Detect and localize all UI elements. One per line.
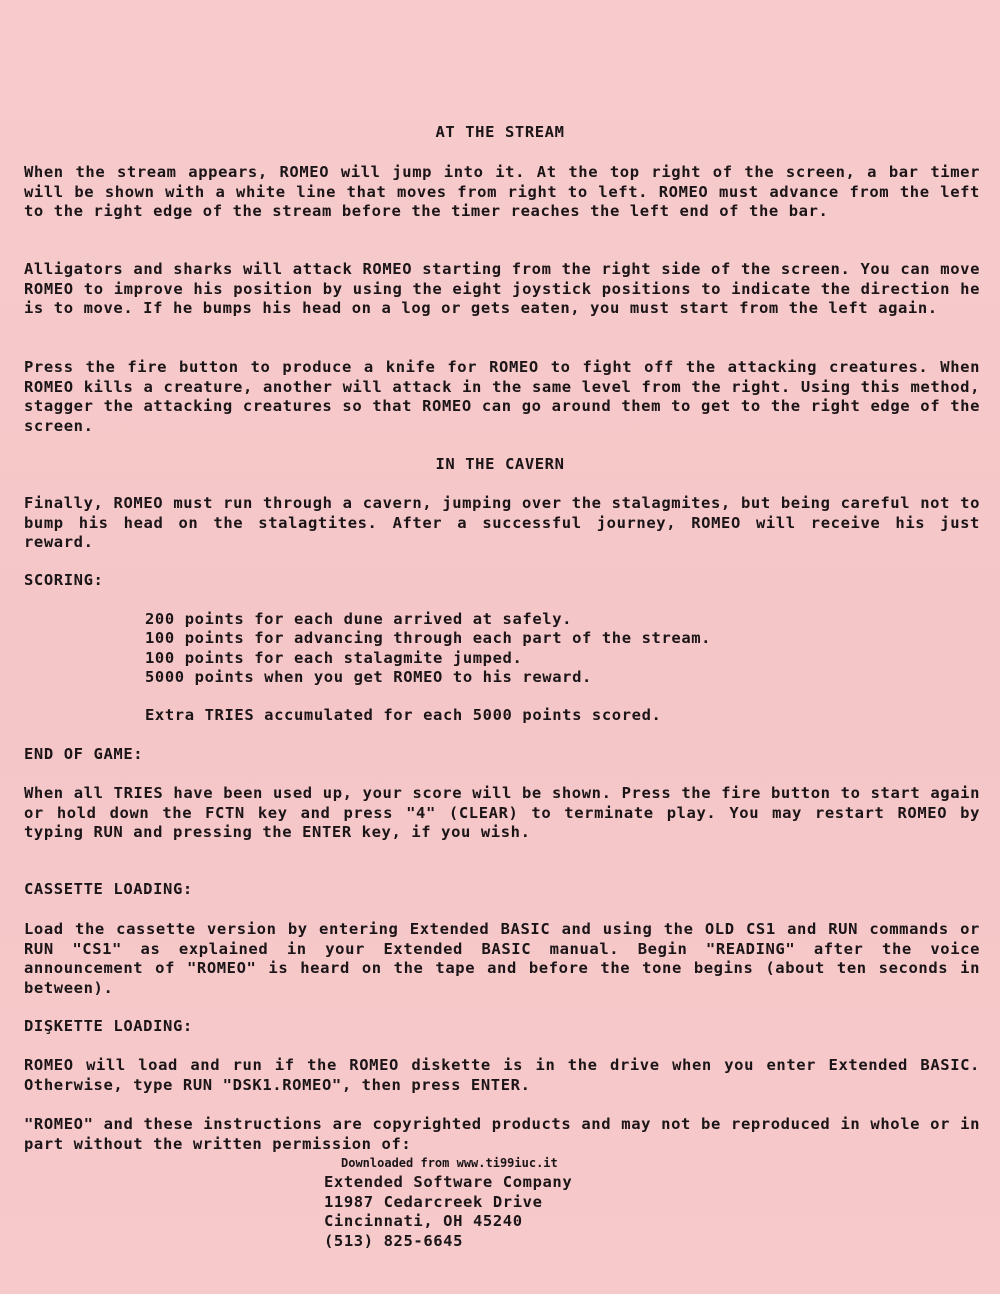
- section-heading-cavern: IN THE CAVERN: [435, 455, 565, 473]
- download-source-note: Downloaded from www.ti99iuc.it: [341, 1156, 558, 1170]
- company-address: [324, 1173, 572, 1251]
- scoring-item: 200 points for each dune arrived at safely.: [145, 610, 573, 628]
- company-city: Cincinnati, OH 45240: [324, 1212, 523, 1230]
- cassette-loading-paragraph: Load the cassette version by entering Extended BASIC and using the OLD CS1 and RUN commands or RUN "CS1" as explained in your Extended BASIC manual. Begin "READING" after the voice announcement of "ROMEO" is heard on the tape and before the tone begins (about ten seconds in between).: [24, 920, 980, 997]
- scoring-item: 5000 points when you get ROMEO to his reward.: [145, 667, 592, 686]
- section-heading-end-of-game: END OF GAME:: [24, 745, 144, 763]
- company-name: Extended Software Company: [324, 1173, 573, 1191]
- scoring-item: 100 points for advancing through each part of the stream.: [145, 629, 712, 648]
- copyright-paragraph: "ROMEO" and these instructions are copyrighted products and may not be reproduced in whole or in part without the written permission of:: [24, 1115, 980, 1153]
- stream-paragraph-3: Press the fire button to produce a knife for ROMEO to fight off the attacking creatures. When ROMEO kills a creature, another will attack in the same level from the right. Using this method, stagger the attacking creatures so that ROMEO can go around them to get to the right edge of the screen.: [24, 358, 980, 435]
- diskette-loading-paragraph: ROMEO will load and run if the ROMEO diskette is in the drive when you enter Extended BASIC. Otherwise, type RUN "DSK1.ROMEO", then press ENTER.: [24, 1056, 980, 1094]
- cavern-paragraph-1: Finally, ROMEO must run through a cavern, jumping over the stalagmites, but being careful not to bump his head on the stalagtites. After a successful journey, ROMEO will receive his just reward.: [24, 494, 980, 551]
- end-of-game-paragraph: When all TRIES have been used up, your score will be shown. Press the fire button to start again or hold down the FCTN key and press "4" (CLEAR) to terminate play. You may restart ROMEO by typing RUN and pressing the ENTER key, if you wish.: [24, 784, 980, 841]
- extra-tries-note: Extra TRIES accumulated for each 5000 points scored.: [145, 706, 662, 724]
- scoring-item: 100 points for each stalagmite jumped.: [145, 648, 523, 667]
- section-heading-diskette-loading: DIŞKETTE LOADING:: [24, 1017, 193, 1035]
- company-street: 11987 Cedarcreek Drive: [324, 1192, 543, 1211]
- stream-paragraph-2: Alligators and sharks will attack ROMEO starting from the right side of the screen. You can move ROMEO to improve his position by using the eight joystick positions to indicate the direction he is to move. If he bumps his head on a log or gets eaten, you must start from the left again.: [24, 260, 980, 317]
- stream-paragraph-1: When the stream appears, ROMEO will jump into it. At the top right of the screen, a bar timer will be shown with a white line that moves from right to left. ROMEO must advance from the left to the right edge of the stream before the timer reaches the left end of the bar.: [24, 163, 980, 220]
- scoring-list: [145, 610, 711, 687]
- section-heading-scoring: SCORING:: [24, 571, 104, 589]
- section-heading-stream: AT THE STREAM: [435, 123, 565, 141]
- company-phone: (513) 825-6645: [324, 1231, 464, 1250]
- section-heading-cassette-loading: CASSETTE LOADING:: [24, 880, 193, 898]
